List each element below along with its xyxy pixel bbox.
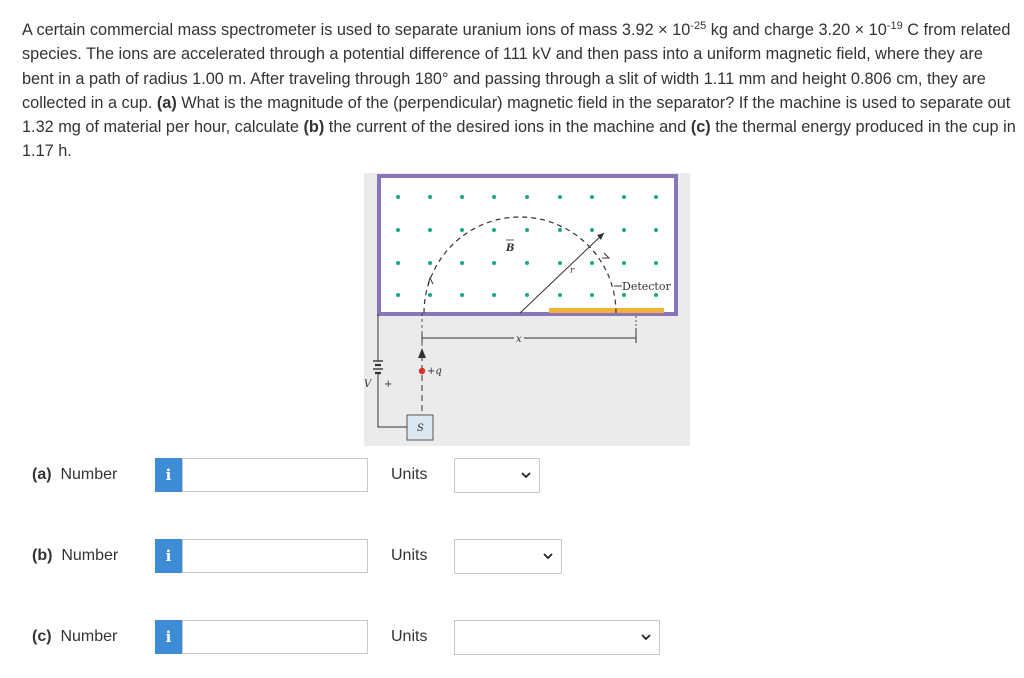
field-dot bbox=[654, 261, 658, 265]
units-label: Units bbox=[391, 628, 428, 645]
mass-spectrometer-figure bbox=[364, 173, 690, 446]
field-dot bbox=[558, 228, 562, 232]
field-dot bbox=[460, 228, 464, 232]
charge-label: +q bbox=[427, 366, 442, 377]
field-dot bbox=[396, 195, 400, 199]
problem-text: A certain commercial mass spectrometer is used to separate uranium ions of mass 3.92 × 10 bbox=[22, 21, 691, 39]
b-field-label: B bbox=[506, 243, 515, 254]
problem-text: the thermal energy produced in the cup in 1.17 h. bbox=[22, 118, 1016, 161]
field-dot bbox=[622, 293, 626, 297]
units-select-b[interactable] bbox=[454, 539, 562, 574]
field-dot bbox=[492, 228, 496, 232]
field-dot bbox=[525, 195, 529, 199]
field-dot bbox=[492, 195, 496, 199]
units-label: Units bbox=[391, 547, 428, 564]
part-label bbox=[32, 628, 117, 646]
field-dot bbox=[428, 195, 432, 199]
answer-row-b bbox=[0, 537, 1024, 577]
part-letter: (a) bbox=[32, 466, 52, 483]
answer-row-a bbox=[0, 456, 1024, 496]
field-dot bbox=[428, 228, 432, 232]
field-dot bbox=[558, 261, 562, 265]
part-label bbox=[32, 547, 118, 565]
field-dot bbox=[590, 261, 594, 265]
info-icon[interactable]: i bbox=[155, 620, 182, 654]
field-dot bbox=[654, 195, 658, 199]
detector-label: Detector bbox=[622, 280, 671, 293]
field-dot bbox=[492, 261, 496, 265]
ion-dot bbox=[419, 368, 425, 374]
part-b-marker: (b) bbox=[303, 118, 325, 137]
units-select-a[interactable] bbox=[454, 458, 540, 493]
field-dot bbox=[396, 228, 400, 232]
part-a-marker: (a) bbox=[156, 93, 177, 112]
number-input-b[interactable] bbox=[182, 539, 368, 573]
problem-text: C from related species. The ions are accelerated through a potential difference of 111 kV and then pass into a uniform magnetic field, where they are bent in a path of radius 1.00 m. After traveling through 180° and passing through a slit of width 1.11 mm and height 0.806 cm, they are collected in a cup. bbox=[22, 21, 1011, 112]
x-label: x bbox=[516, 334, 522, 345]
units-select-c[interactable] bbox=[454, 620, 660, 655]
field-dot bbox=[525, 261, 529, 265]
part-label bbox=[32, 466, 117, 484]
number-label: Number bbox=[60, 466, 118, 483]
field-dot bbox=[460, 261, 464, 265]
field-dot bbox=[396, 293, 400, 297]
circuit-wire bbox=[378, 383, 407, 427]
field-dot bbox=[622, 261, 626, 265]
ion-arrow-icon bbox=[418, 348, 426, 358]
field-dot bbox=[428, 261, 432, 265]
number-input-a[interactable] bbox=[182, 458, 368, 492]
chevron-down-icon bbox=[543, 551, 553, 561]
number-input-c[interactable] bbox=[182, 620, 368, 654]
voltage-label: V bbox=[364, 379, 372, 390]
problem-text: the current of the desired ions in the machine and bbox=[324, 118, 691, 137]
field-dot bbox=[590, 195, 594, 199]
field-dot bbox=[460, 195, 464, 199]
field-dot bbox=[622, 195, 626, 199]
problem-statement bbox=[22, 18, 1017, 164]
field-dot bbox=[622, 228, 626, 232]
info-icon[interactable]: i bbox=[155, 458, 182, 492]
source-label: S bbox=[417, 423, 424, 434]
info-icon[interactable]: i bbox=[155, 539, 182, 573]
mass-spectrometer-diagram bbox=[364, 173, 690, 446]
problem-text: kg and charge 3.20 × 10 bbox=[706, 21, 887, 39]
field-dot bbox=[428, 293, 432, 297]
field-dot bbox=[558, 195, 562, 199]
chevron-down-icon bbox=[641, 632, 651, 642]
units-label: Units bbox=[391, 466, 428, 483]
part-letter: (b) bbox=[32, 547, 53, 564]
field-dot bbox=[558, 293, 562, 297]
field-dot bbox=[654, 293, 658, 297]
field-dot bbox=[590, 293, 594, 297]
part-letter: (c) bbox=[32, 628, 52, 645]
field-dot bbox=[460, 293, 464, 297]
answer-row-c bbox=[0, 618, 1024, 658]
problem-text: What is the magnitude of the (perpendicular) magnetic field in the separator? If the machine is used to separate out 1.32 mg of material per hour, calculate bbox=[22, 93, 1011, 137]
field-dot bbox=[396, 261, 400, 265]
field-dot bbox=[654, 228, 658, 232]
number-label: Number bbox=[60, 628, 118, 645]
number-label: Number bbox=[61, 547, 119, 564]
mass-exponent: -25 bbox=[690, 20, 707, 32]
field-dot bbox=[492, 293, 496, 297]
part-c-marker: (c) bbox=[690, 118, 711, 137]
radius-label: r bbox=[570, 266, 575, 276]
field-dot bbox=[590, 228, 594, 232]
battery-plus-label: + bbox=[384, 379, 393, 390]
field-dot bbox=[525, 293, 529, 297]
detector-strip bbox=[549, 308, 664, 313]
chevron-down-icon bbox=[521, 470, 531, 480]
field-dot bbox=[525, 228, 529, 232]
charge-exponent: -19 bbox=[886, 20, 903, 32]
